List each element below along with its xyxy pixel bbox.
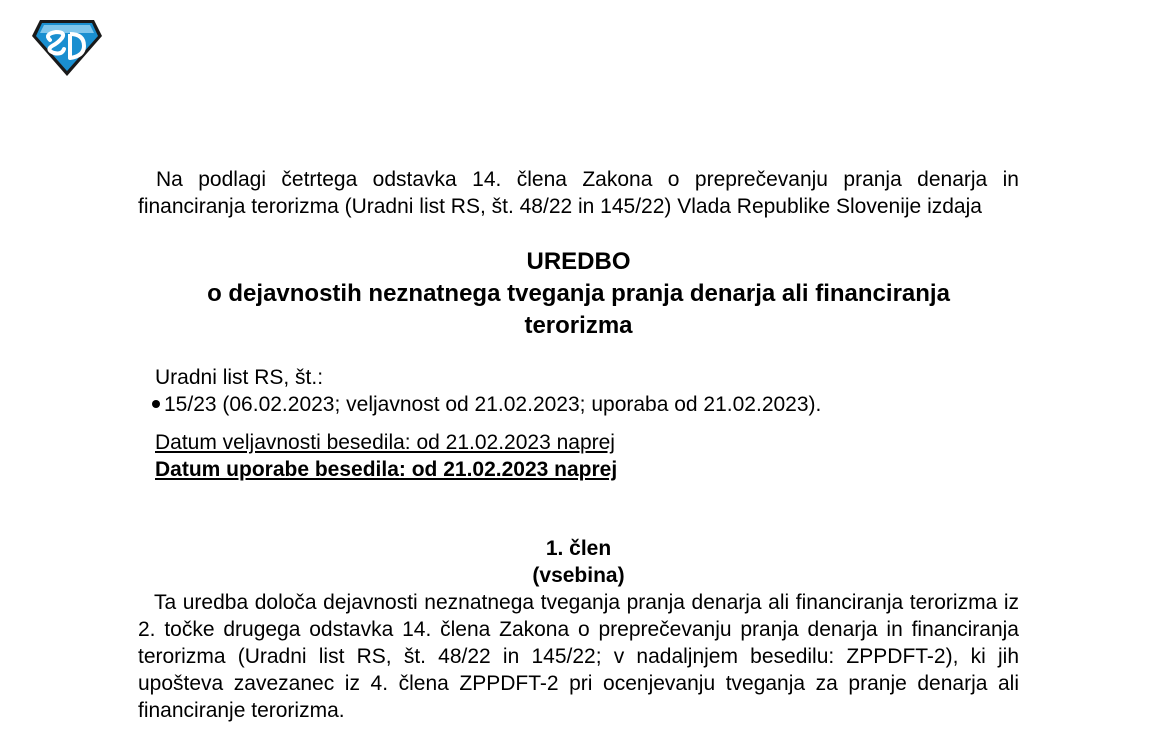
dates-block	[138, 429, 1019, 483]
title-line-1: UREDBO	[526, 248, 631, 275]
article-text: Ta uredba določa dejavnosti neznatnega tveganja pranja denarja ali financiranja terorizma iz 2. točke drugega odstavka 14. člena Zakona o preprečevanju pranja denarja in financiranja terorizma (Uradni list RS, št. 48/22 in 145/22; v nadaljnjem besedilu: ZPPDFT-2), ki jih upošteva zavezanec iz 4. člena ZPPDFT-2 pri ocenjevanju tveganja za pranje denarja ali financiranje terorizma.	[138, 591, 1019, 722]
bullet-icon	[152, 400, 160, 408]
validity-date: Datum veljavnosti besedila: od 21.02.2023 naprej	[155, 431, 615, 454]
gazette-info	[138, 364, 1019, 418]
diamond-shield-logo	[30, 18, 104, 78]
article-heading	[138, 535, 1019, 589]
article-number: 1. člen	[545, 537, 612, 560]
document-body	[138, 166, 1019, 724]
application-date: Datum uporabe besedila: od 21.02.2023 naprej	[155, 458, 618, 481]
gazette-label: Uradni list RS, št.:	[155, 366, 324, 389]
gazette-entry	[152, 391, 1019, 418]
title-line-2: o dejavnostih neznatnega tveganja pranja denarja ali financiranja	[207, 280, 950, 307]
intro-paragraph: Na podlagi četrtega odstavka 14. člena Zakona o preprečevanju pranja denarja in financiranja terorizma (Uradni list RS, št. 48/22 in 145/22) Vlada Republike Slovenije izdaja	[138, 168, 1019, 218]
gazette-entry-text: 15/23 (06.02.2023; veljavnost od 21.02.2023; uporaba od 21.02.2023).	[164, 393, 822, 416]
article-subject: (vsebina)	[532, 564, 625, 587]
logo-icon	[30, 18, 104, 78]
title-line-3: terorizma	[524, 312, 633, 339]
document-title	[138, 246, 1019, 342]
